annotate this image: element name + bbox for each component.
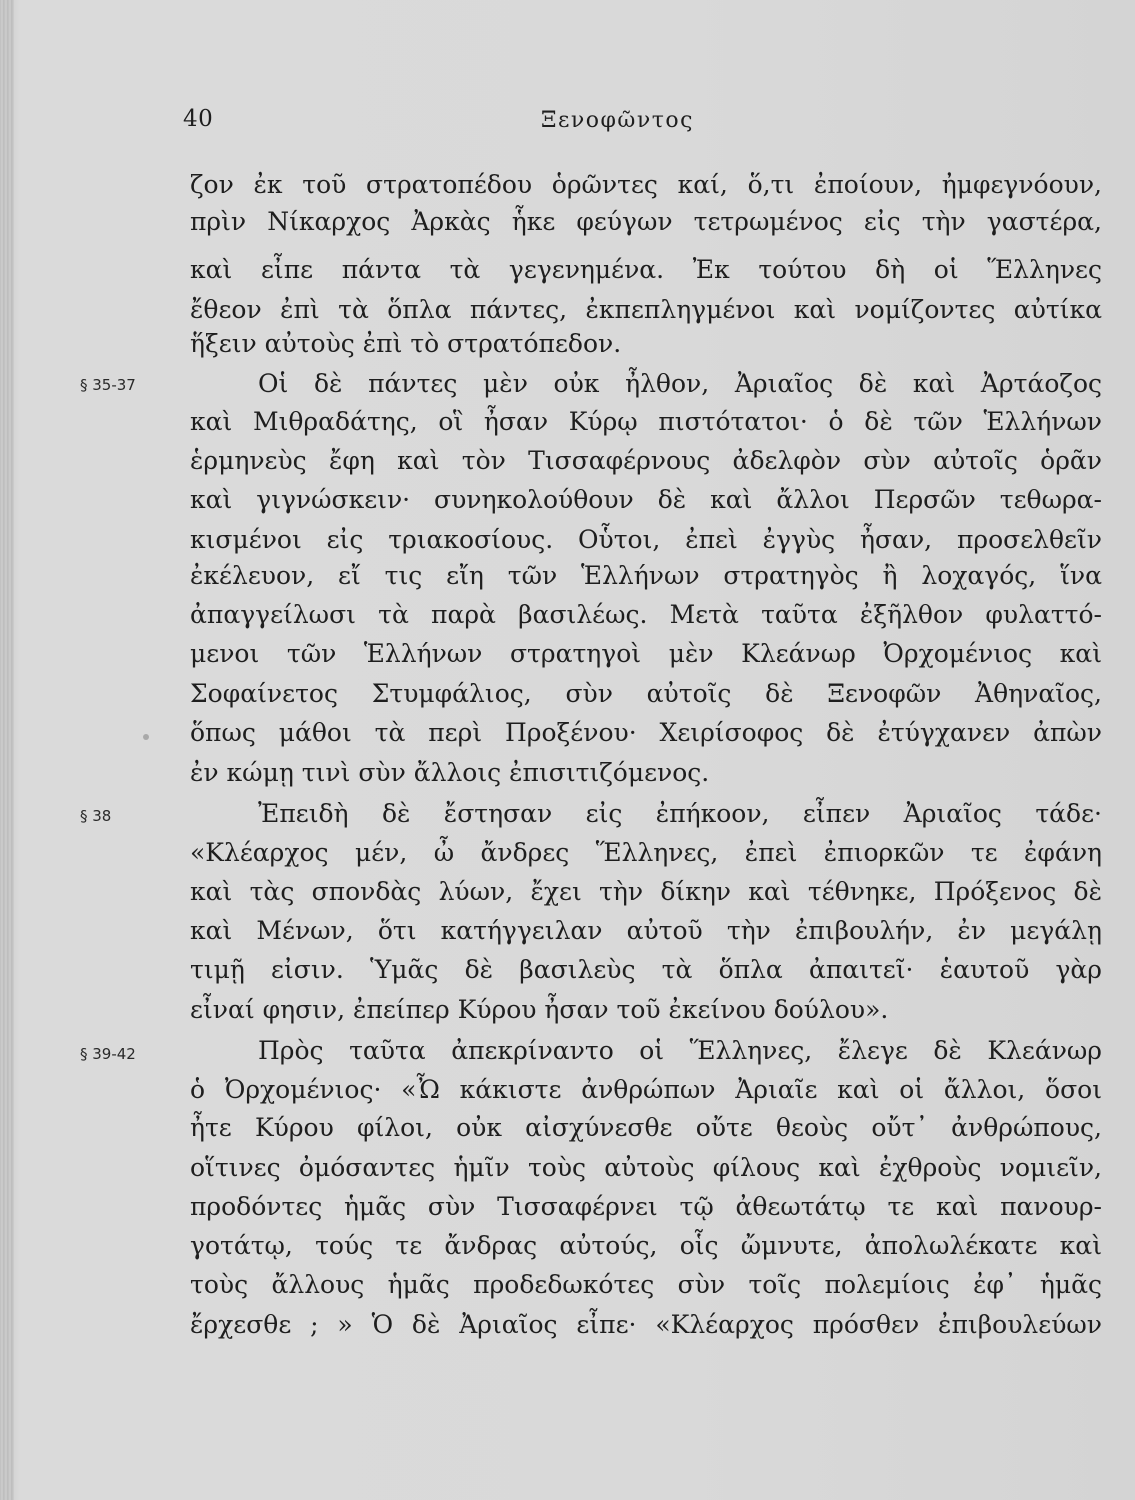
section-ref-38: § 38 xyxy=(80,807,112,825)
text-line: καὶ γιγνώσκειν· συνηκολούθουν δὲ καὶ ἄλλοι Περσῶν τεθωρα- xyxy=(190,485,1102,514)
text-line: ἀπαγγείλωσι τὰ παρὰ βασιλέως. Μετὰ ταῦτα ἐξῆλθον φυλαττό- xyxy=(190,600,1102,629)
text-line: πρὶν Νίκαρχος Ἀρκὰς ἧκε φεύγων τετρωμένος εἰς τὴν γαστέρα, xyxy=(190,207,1102,236)
text-line: ἐν κώμῃ τινὶ σὺν ἄλλοις ἐπισιτιζόμενος. xyxy=(190,758,710,787)
text-line: κισμένοι εἰς τριακοσίους. Οὗτοι, ἐπεὶ ἐγγὺς ἦσαν, προσελθεῖν xyxy=(190,525,1102,554)
text-line: ὁ Ὀρχομένιος· «Ὦ κάκιστε ἀνθρώπων Ἀριαῖε καὶ οἱ ἄλλοι, ὅσοι xyxy=(190,1075,1102,1104)
text-line: τιμῇ εἰσιν. Ὑμᾶς δὲ βασιλεὺς τὰ ὅπλα ἀπαιτεῖ· ἑαυτοῦ γὰρ xyxy=(190,955,1102,984)
print-speck xyxy=(143,734,149,740)
text-line: ὅπως μάθοι τὰ περὶ Προξένου· Χειρίσοφος δὲ ἐτύγχανεν ἀπὼν xyxy=(190,718,1102,747)
text-line: οἵτινες ὀμόσαντες ἡμῖν τοὺς αὐτοὺς φίλους καὶ ἐχθροὺς νομιεῖν, xyxy=(190,1153,1102,1182)
text-line: Σοφαίνετος Στυμφάλιος, σὺν αὐτοῖς δὲ Ξενοφῶν Ἀθηναῖος, xyxy=(190,679,1102,708)
text-line: Πρὸς ταῦτα ἀπεκρίναντο οἱ Ἕλληνες, ἔλεγε δὲ Κλεάνωρ xyxy=(258,1036,1102,1065)
text-line: ἔρχεσθε ; » Ὁ δὲ Ἀριαῖος εἶπε· «Κλέαρχος πρόσθεν ἐπιβουλεύων xyxy=(190,1310,1102,1339)
text-line: ἑρμηνεὺς ἔφη καὶ τὸν Τισσαφέρνους ἀδελφὸν σὺν αὐτοῖς ὁρᾶν xyxy=(190,446,1102,475)
page-edge-shadow xyxy=(0,0,14,1500)
text-line: ἥξειν αὐτοὺς ἐπὶ τὸ στρατόπεδον. xyxy=(190,329,622,358)
section-ref-35-37: § 35-37 xyxy=(80,376,136,394)
text-line: Οἱ δὲ πάντες μὲν οὐκ ἦλθον, Ἀριαῖος δὲ καὶ Ἀρτάοζος xyxy=(258,369,1102,398)
page-number: 40 xyxy=(183,106,214,132)
running-title: Ξενοφῶντος xyxy=(541,108,694,133)
text-line: Ἐπειδὴ δὲ ἔστησαν εἰς ἐπήκοον, εἶπεν Ἀριαῖος τάδε· xyxy=(258,799,1102,828)
text-line: ἔθεον ἐπὶ τὰ ὅπλα πάντες, ἐκπεπληγμένοι καὶ νομίζοντες αὐτίκα xyxy=(190,295,1102,324)
text-line: γοτάτῳ, τούς τε ἄνδρας αὐτούς, οἷς ὤμνυτε, ἀπολωλέκατε καὶ xyxy=(190,1231,1102,1260)
text-line: καὶ Μιθραδάτης, οἳ ἦσαν Κύρῳ πιστότατοι· ὁ δὲ τῶν Ἑλλήνων xyxy=(190,407,1102,436)
text-line: μενοι τῶν Ἑλλήνων στρατηγοὶ μὲν Κλεάνωρ Ὀρχομένιος καὶ xyxy=(190,639,1102,668)
text-line: καὶ τὰς σπονδὰς λύων, ἔχει τὴν δίκην καὶ τέθνηκε, Πρόξενος δὲ xyxy=(190,877,1102,906)
text-line: εἶναί φησιν, ἐπείπερ Κύρου ἦσαν τοῦ ἐκείνου δούλου». xyxy=(190,995,889,1024)
text-line: ἐκέλευον, εἴ τις εἴη τῶν Ἑλλήνων στρατηγὸς ἢ λοχαγός, ἵνα xyxy=(190,561,1102,590)
section-ref-39-42: § 39-42 xyxy=(80,1045,136,1063)
text-line: ἦτε Κύρου φίλοι, οὐκ αἰσχύνεσθε οὔτε θεοὺς οὔτ᾽ ἀνθρώπους, xyxy=(190,1113,1102,1142)
text-line: «Κλέαρχος μέν, ὦ ἄνδρες Ἕλληνες, ἐπεὶ ἐπιορκῶν τε ἐφάνη xyxy=(190,838,1102,867)
text-line: προδόντες ἡμᾶς σὺν Τισσαφέρνει τῷ ἀθεωτάτῳ τε καὶ πανουρ- xyxy=(190,1192,1102,1221)
text-line: τοὺς ἄλλους ἡμᾶς προδεδωκότες σὺν τοῖς πολεμίοις ἐφ᾽ ἡμᾶς xyxy=(190,1270,1102,1299)
text-line: καὶ Μένων, ὅτι κατήγγειλαν αὐτοῦ τὴν ἐπιβουλήν, ἐν μεγάλῃ xyxy=(190,916,1102,945)
text-line: ζον ἐκ τοῦ στρατοπέδου ὁρῶντες καί, ὅ,τι ἐποίουν, ἠμφεγνόουν, xyxy=(190,170,1102,199)
text-line: καὶ εἶπε πάντα τὰ γεγενημένα. Ἐκ τούτου δὴ οἱ Ἕλληνες xyxy=(190,255,1102,284)
